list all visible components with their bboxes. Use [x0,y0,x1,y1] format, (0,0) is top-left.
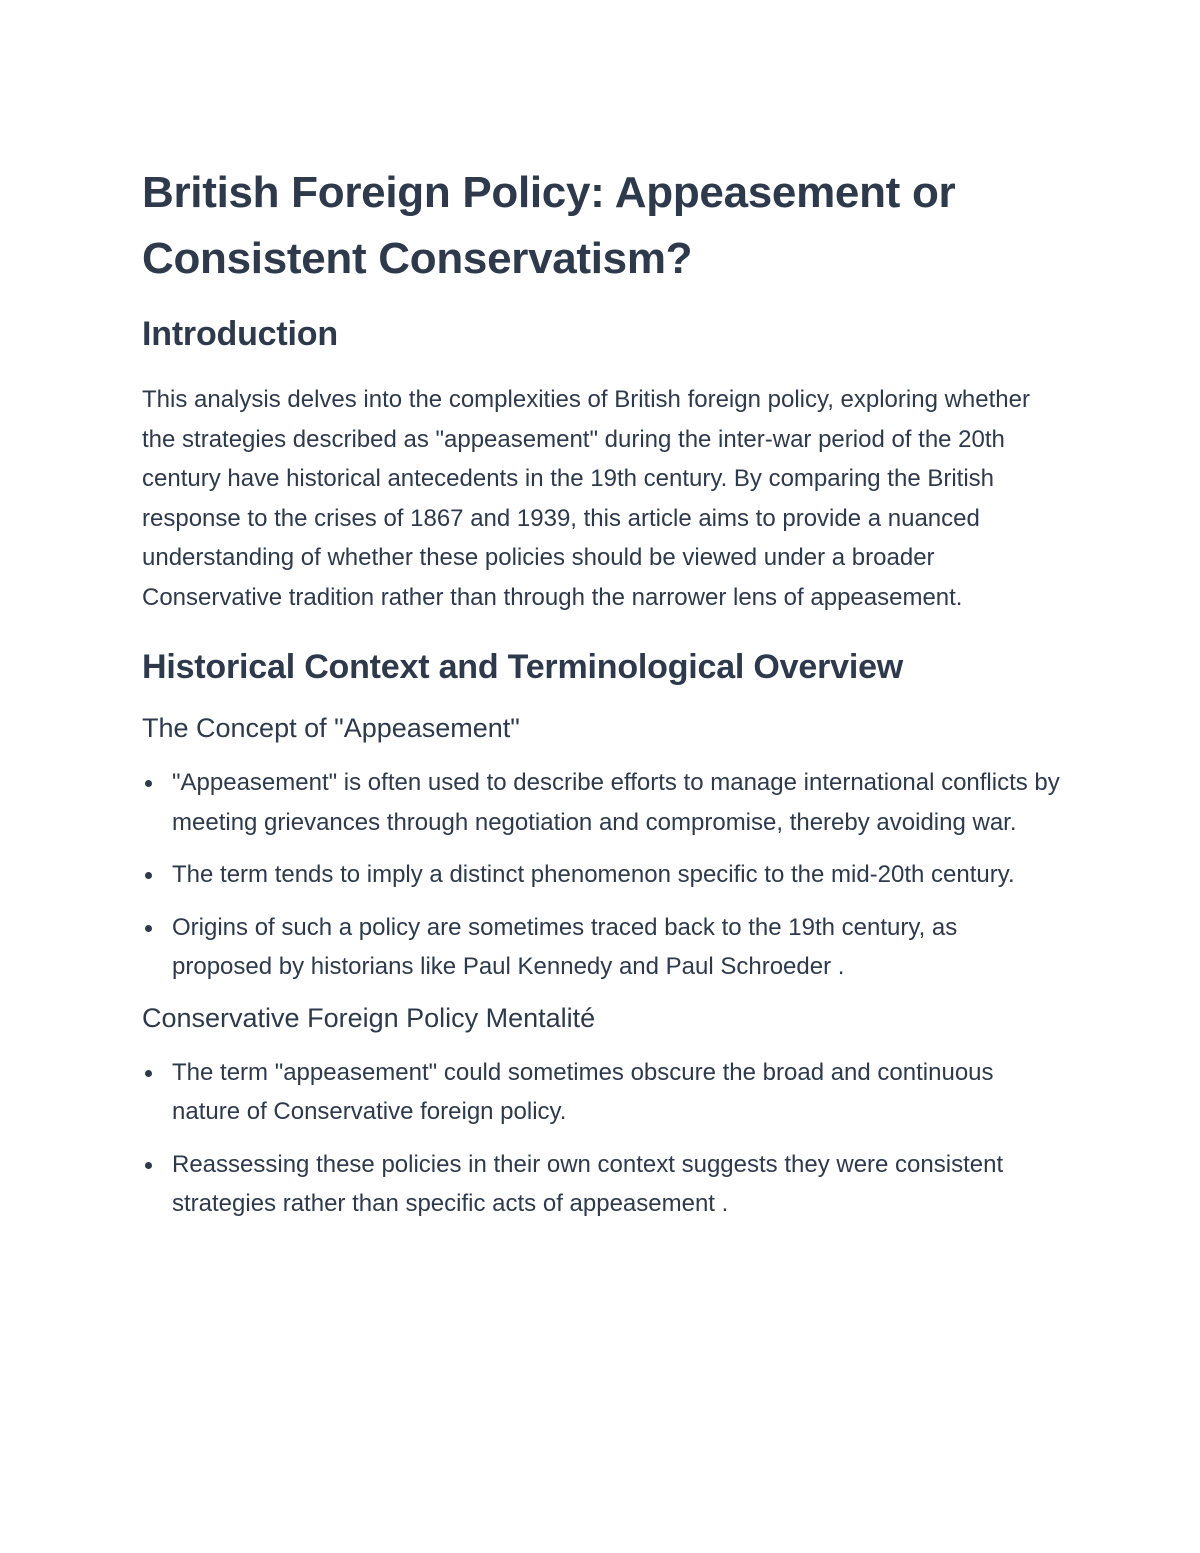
bullet-icon [145,872,152,879]
appeasement-concept-list [142,763,1062,987]
list-item-text: The term "appeasement" could sometimes obscure the broad and continuous nature of Conservative foreign policy. [172,1058,994,1125]
bullet-icon [145,1162,152,1169]
list-item-text: Reassessing these policies in their own context suggests they were consistent strategies rather than specific acts of appeasement . [172,1150,1004,1217]
conservative-mentalite-list [142,1053,1062,1224]
appeasement-concept-heading: The Concept of "Appeasement" [142,713,520,743]
document-page [142,160,1062,1224]
introduction-heading: Introduction [142,315,338,353]
list-item [142,1145,1062,1224]
list-item-text: "Appeasement" is often used to describe efforts to manage international conflicts by meeting grievances through negotiation and compromise, thereby avoiding war. [172,769,1060,836]
list-item-text: Origins of such a policy are sometimes traced back to the 19th century, as proposed by historians like Paul Kennedy and Paul Schroeder . [172,913,958,980]
introduction-paragraph: This analysis delves into the complexities of British foreign policy, exploring whether the strategies described as "appeasement" during the inter-war period of the 20th century have historical antecedents in the 19th century. By comparing the British response to the crises of 1867 and 1939, this article aims to provide a nuanced understanding of whether these policies should be viewed under a broader Conservative tradition rather than through the narrower lens of appeasement. [142,386,1030,611]
bullet-icon [145,925,152,932]
list-item [142,763,1062,842]
page-title: British Foreign Policy: Appeasement or Consistent Conservatism? [142,168,956,283]
historical-context-heading: Historical Context and Terminological Overview [142,648,904,686]
list-item [142,1053,1062,1132]
bullet-icon [145,780,152,787]
list-item-text: The term tends to imply a distinct phenomenon specific to the mid-20th century. [172,861,1015,888]
list-item [142,855,1062,895]
list-item [142,908,1062,987]
conservative-mentalite-heading: Conservative Foreign Policy Mentalité [142,1002,596,1033]
bullet-icon [145,1070,152,1077]
